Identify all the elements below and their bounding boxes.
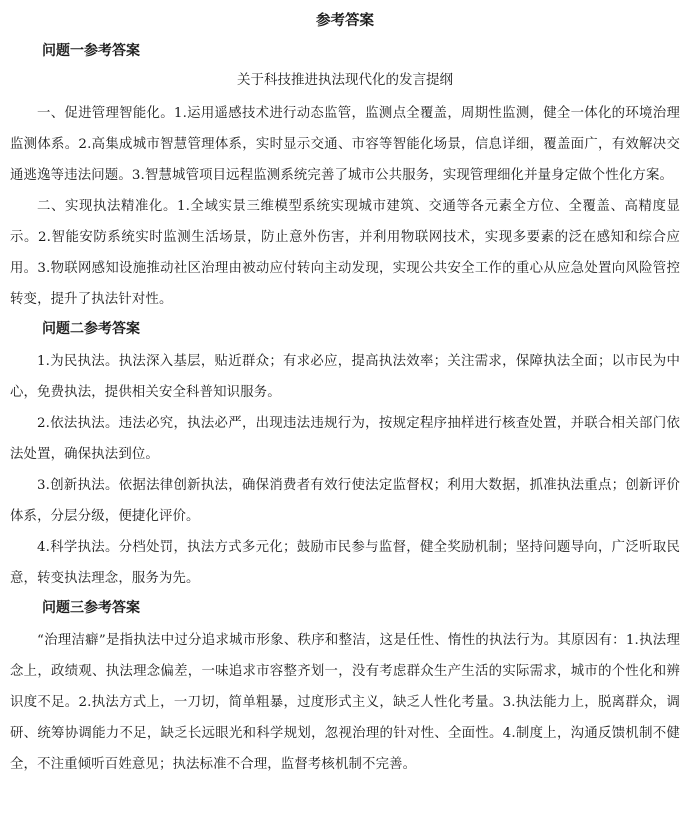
speech-outline-title: 关于科技推进执法现代化的发言提纲 (237, 72, 453, 88)
section-heading-q2: 问题二参考答案 (42, 321, 140, 337)
answer-paragraph: 2.依法执法。违法必究，执法必严，出现违法违规行为，按规定程序抽样进行核查处置，并联合相关部门依法处置，确保执法到位。 (10, 416, 680, 462)
section-heading-q3: 问题三参考答案 (42, 600, 140, 616)
answer-paragraph: “治理洁癖”是指执法中过分追求城市形象、秩序和整洁，这是任性、惰性的执法行为。其原因有：1.执法理念上，政绩观、执法理念偏差，一味追求市容整齐划一，没有考虑群众生产生活的实际需求，城市的个性化和辨识度不足。2.执法方式上，一刀切，简单粗暴，过度形式主义，缺乏人性化考量。3.执法能力上，脱离群众，调研、统筹协调能力不足，缺乏长远眼光和科学规划，忽视治理的针对性、全面性。4.制度上，沟通反馈机制不健全，不注重倾听百姓意见；执法标准不合理，监督考核机制不完善。 (10, 633, 680, 772)
section-heading-q1: 问题一参考答案 (42, 43, 140, 59)
answer-paragraph: 1.为民执法。执法深入基层，贴近群众；有求必应，提高执法效率；关注需求，保障执法全面；以市民为中心，免费执法，提供相关安全科普知识服务。 (10, 354, 680, 400)
answer-paragraph: 一、促进管理智能化。1.运用遥感技术进行动态监管，监测点全覆盖，周期性监测，健全一体化的环境治理监测体系。2.高集成城市智慧管理体系，实时显示交通、市容等智能化场景，信息详细，覆盖面广，有效解决交通逃逸等违法问题。3.智慧城管项目远程监测系统完善了城市公共服务，实现管理细化并量身定做个性化方案。 (10, 106, 680, 183)
page-title: 参考答案 (316, 13, 374, 29)
answer-paragraph: 3.创新执法。依据法律创新执法，确保消费者有效行使法定监督权；利用大数据，抓准执法重点；创新评价体系，分层分级，便捷化评价。 (10, 478, 680, 524)
answer-paragraph: 4.科学执法。分档处罚，执法方式多元化；鼓励市民参与监督，健全奖励机制；坚持问题导向，广泛听取民意，转变执法理念，服务为先。 (10, 540, 680, 586)
answer-paragraph: 二、实现执法精准化。1.全域实景三维模型系统实现城市建筑、交通等各元素全方位、全覆盖、高精度显示。2.智能安防系统实时监测生活场景，防止意外伤害，并利用物联网技术，实现多要素的泛在感知和综合应用。3.物联网感知设施推动社区治理由被动应付转向主动发现，实现公共安全工作的重心从应急处置向风险管控转变，提升了执法针对性。 (10, 199, 680, 307)
